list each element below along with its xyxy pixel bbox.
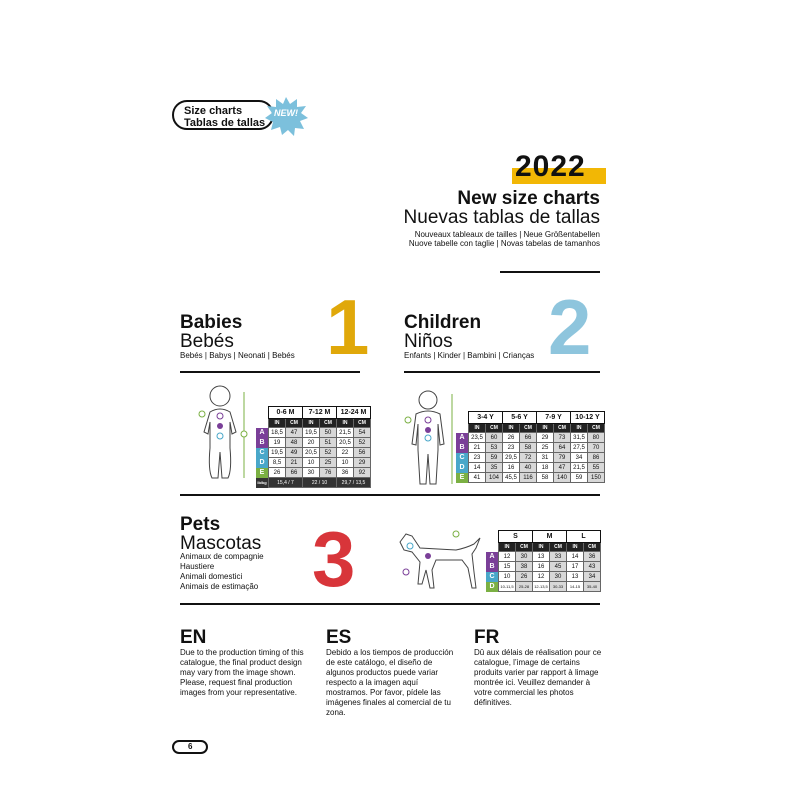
cell: 116 (520, 473, 537, 483)
pets-subtitle: Mascotas (180, 533, 262, 554)
row-label: D (456, 463, 469, 473)
cell: 58 (537, 473, 554, 483)
cell: 19 (269, 438, 286, 448)
unit-in: IN (503, 424, 520, 433)
cell: 50 (320, 428, 337, 438)
cell: 26 (516, 572, 533, 582)
cell: 34 (584, 572, 601, 582)
table-row (256, 438, 371, 448)
cell: 30 (516, 552, 533, 562)
cell: 86 (588, 453, 605, 463)
cell: 150 (588, 473, 605, 483)
cell: 66 (520, 433, 537, 443)
babies-subtitle: Bebés (180, 331, 234, 352)
size-header: 3-4 Y (469, 412, 503, 424)
badge-line-2: Tablas de tallas (184, 117, 266, 129)
row-label: E (456, 473, 469, 483)
cell: 27,5 (571, 443, 588, 453)
title-sub-1: Nouveaux tableaux de tailles | Neue Größentabellen (414, 230, 600, 239)
row-label: D (486, 582, 499, 592)
unit-cm: CM (520, 424, 537, 433)
weight-unit: lb/kg (256, 478, 269, 488)
cell: 14 (567, 552, 584, 562)
row-label: C (256, 448, 269, 458)
note-en-code: EN (180, 627, 207, 648)
cell: 45 (550, 562, 567, 572)
unit-cm: CM (286, 419, 303, 428)
bottom-divider (180, 603, 600, 605)
cell: 20 (303, 438, 320, 448)
cell: 12 (499, 552, 516, 562)
cell: 70 (588, 443, 605, 453)
cell: 73 (554, 433, 571, 443)
cell: 92 (354, 468, 371, 478)
cell: 20,5 (337, 438, 354, 448)
cell: 76 (320, 468, 337, 478)
unit-cm: CM (554, 424, 571, 433)
size-header: 5-6 Y (503, 412, 537, 424)
page-number: 6 (172, 740, 208, 754)
cell: 41 (469, 473, 486, 483)
cell: 20,5 (303, 448, 320, 458)
size-header: L (567, 531, 601, 543)
unit-in: IN (269, 419, 286, 428)
cell: 10 (337, 458, 354, 468)
cell: 53 (486, 443, 503, 453)
cell: 14 (469, 463, 486, 473)
title-en: New size charts (457, 188, 600, 209)
cell: 66 (286, 468, 303, 478)
cell: 54 (354, 428, 371, 438)
row-label: B (486, 562, 499, 572)
row-label: A (456, 433, 469, 443)
cell: 30 (550, 572, 567, 582)
cell: 48 (286, 438, 303, 448)
cell: 18 (537, 463, 554, 473)
note-en-text: Due to the production timing of this catalogue, the final product design may vary from the image shown. Please, request final production images from your representative. (180, 648, 304, 697)
note-fr-text: Dû aux délais de réalisation pour ce catalogue, l’image de certains produits varier par rapport à limage montrée ici. Veuillez demander à votre commercial les photos définitives. (474, 648, 602, 707)
child-figure-icon (402, 388, 458, 488)
cell: 104 (486, 473, 503, 483)
children-langs: Enfants | Kinder | Bambini | Crianças (404, 351, 535, 360)
badge-line-1: Size charts (184, 105, 243, 117)
baby-figure-icon (196, 382, 256, 482)
cell: 36 (337, 468, 354, 478)
cell: 49 (286, 448, 303, 458)
weight-cell: 15,4 / 7 (269, 478, 303, 488)
cell: 60 (486, 433, 503, 443)
cell: 40 (520, 463, 537, 473)
unit-cm: CM (588, 424, 605, 433)
unit-in: IN (337, 419, 354, 428)
babies-divider (180, 371, 360, 373)
cell: 140 (554, 473, 571, 483)
note-es-code: ES (326, 627, 352, 648)
unit-in: IN (303, 419, 320, 428)
middle-divider (180, 494, 600, 496)
children-subtitle: Niños (404, 331, 453, 352)
cell: 80 (588, 433, 605, 443)
table-row (456, 443, 605, 453)
children-number: 2 (548, 283, 592, 371)
cell: 36 (584, 552, 601, 562)
cell: 23 (503, 443, 520, 453)
pets-lang-2: Haustiere (180, 562, 215, 571)
cell: 16 (533, 562, 550, 572)
cell: 17 (567, 562, 584, 572)
cell: 22 (337, 448, 354, 458)
row-label: A (256, 428, 269, 438)
row-label: E (256, 468, 269, 478)
cell: 47 (554, 463, 571, 473)
babies-size-table (256, 406, 371, 488)
pets-number: 3 (312, 515, 356, 603)
table-row (256, 458, 371, 468)
cell: 26 (503, 433, 520, 443)
cell: 13 (533, 552, 550, 562)
unit-cm: CM (354, 419, 371, 428)
pets-size-table (486, 530, 601, 592)
table-row (456, 433, 605, 443)
unit-in: IN (567, 543, 584, 552)
cell: 43 (584, 562, 601, 572)
table-row (456, 463, 605, 473)
new-label: NEW! (274, 108, 298, 118)
weight-cell: 29,7 / 13,5 (337, 478, 371, 488)
cell: 19,5 (303, 428, 320, 438)
cell: 33 (550, 552, 567, 562)
cell: 52 (354, 438, 371, 448)
babies-title: Babies (180, 312, 243, 333)
cell: 79 (554, 453, 571, 463)
cell: 18,5 (269, 428, 286, 438)
table-row (486, 552, 601, 562)
cell: 29 (354, 458, 371, 468)
cell: 30-33 (550, 582, 567, 592)
cell: 45,5 (503, 473, 520, 483)
cell: 21,5 (571, 463, 588, 473)
header-divider (500, 271, 600, 273)
unit-cm: CM (320, 419, 337, 428)
cell: 23,5 (469, 433, 486, 443)
cell: 15 (499, 562, 516, 572)
title-es: Nuevas tablas de tallas (403, 207, 600, 228)
table-row (456, 473, 605, 483)
cell: 38 (516, 562, 533, 572)
size-header: S (499, 531, 533, 543)
cell: 56 (354, 448, 371, 458)
cell: 59 (571, 473, 588, 483)
pets-lang-4: Animais de estimação (180, 582, 259, 591)
children-size-table (456, 411, 605, 483)
size-header: 7-9 Y (537, 412, 571, 424)
table-row (486, 572, 601, 582)
children-divider (404, 371, 600, 373)
cell: 64 (554, 443, 571, 453)
row-label: C (456, 453, 469, 463)
table-row (486, 582, 601, 592)
unit-cm: CM (516, 543, 533, 552)
cell: 55 (588, 463, 605, 473)
size-header: 7-12 M (303, 407, 337, 419)
cell: 10-11,5 (499, 582, 516, 592)
size-header: 12-24 M (337, 407, 371, 419)
cell: 13 (567, 572, 584, 582)
row-label: B (456, 443, 469, 453)
cell: 19,5 (269, 448, 286, 458)
cell: 34 (571, 453, 588, 463)
cell: 25 (320, 458, 337, 468)
cell: 52 (320, 448, 337, 458)
unit-in: IN (537, 424, 554, 433)
cell: 14-15 (567, 582, 584, 592)
row-label: A (486, 552, 499, 562)
cell: 29 (537, 433, 554, 443)
cell: 21 (286, 458, 303, 468)
dog-figure-icon (396, 528, 486, 592)
cell: 30 (303, 468, 320, 478)
unit-in: IN (469, 424, 486, 433)
cell: 35-40 (584, 582, 601, 592)
cell: 59 (486, 453, 503, 463)
cell: 21 (469, 443, 486, 453)
cell: 12-13,5 (533, 582, 550, 592)
table-row (486, 562, 601, 572)
cell: 10 (499, 572, 516, 582)
unit-in: IN (571, 424, 588, 433)
table-row (256, 468, 371, 478)
cell: 31 (537, 453, 554, 463)
pets-title: Pets (180, 514, 221, 535)
cell: 16 (503, 463, 520, 473)
weight-cell: 22 / 10 (303, 478, 337, 488)
note-fr-code: FR (474, 627, 500, 648)
table-row (456, 453, 605, 463)
size-charts-badge (172, 100, 274, 130)
pets-lang-1: Animaux de compagnie (180, 552, 264, 561)
note-es-text: Debido a los tiempos de producción de este catálogo, el diseño de algunos productos puede variar respecto a la imagen aquí mostramos. Por favor, pídele las imágenes finales al comercial de tu zona. (326, 648, 454, 717)
cell: 26 (269, 468, 286, 478)
year-title: 2022 (515, 150, 586, 183)
unit-cm: CM (584, 543, 601, 552)
babies-number: 1 (326, 283, 370, 371)
weight-row (256, 478, 371, 488)
children-title: Children (404, 312, 482, 333)
size-header: M (533, 531, 567, 543)
cell: 25-28 (516, 582, 533, 592)
babies-langs: Bebés | Babys | Neonati | Bebés (180, 351, 295, 360)
cell: 29,5 (503, 453, 520, 463)
size-header: 0-6 M (269, 407, 303, 419)
table-row (256, 448, 371, 458)
unit-cm: CM (486, 424, 503, 433)
unit-in: IN (499, 543, 516, 552)
cell: 23 (469, 453, 486, 463)
row-label: B (256, 438, 269, 448)
size-header: 10-12 Y (571, 412, 605, 424)
cell: 72 (520, 453, 537, 463)
cell: 25 (537, 443, 554, 453)
cell: 21,5 (337, 428, 354, 438)
cell: 12 (533, 572, 550, 582)
row-label: D (256, 458, 269, 468)
unit-in: IN (533, 543, 550, 552)
cell: 35 (486, 463, 503, 473)
cell: 51 (320, 438, 337, 448)
cell: 58 (520, 443, 537, 453)
table-row (256, 428, 371, 438)
row-label: C (486, 572, 499, 582)
cell: 47 (286, 428, 303, 438)
cell: 10 (303, 458, 320, 468)
cell: 8,5 (269, 458, 286, 468)
cell: 31,5 (571, 433, 588, 443)
pets-lang-3: Animali domestici (180, 572, 243, 581)
title-sub-2: Nuove tabelle con taglie | Novas tabelas de tamanhos (408, 239, 600, 248)
unit-cm: CM (550, 543, 567, 552)
